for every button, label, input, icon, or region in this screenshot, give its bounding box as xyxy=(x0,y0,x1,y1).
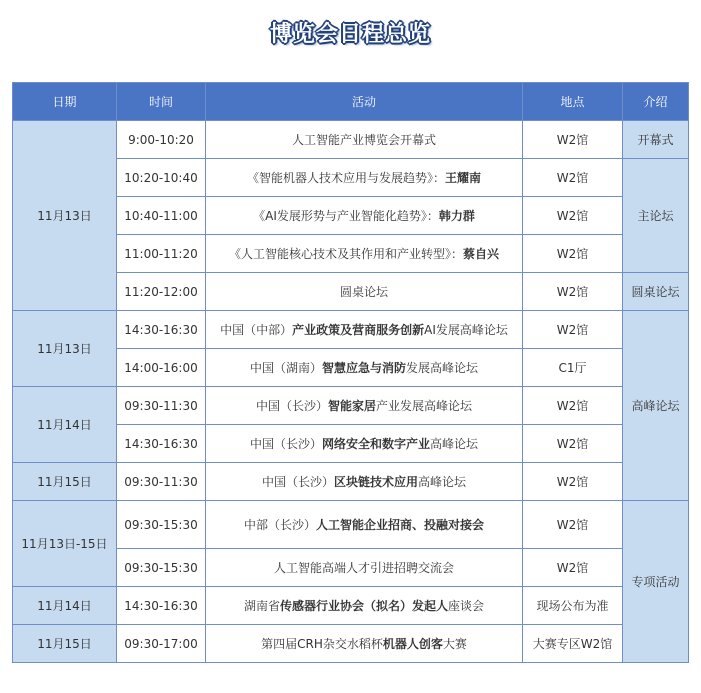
date-cell: 11月13日 xyxy=(13,121,117,311)
venue-cell: W2馆 xyxy=(523,235,623,273)
table-row xyxy=(13,501,689,549)
table-row xyxy=(13,311,689,349)
intro-cell: 圆桌论坛 xyxy=(623,273,689,311)
table-row xyxy=(13,625,689,663)
page-title: 博览会日程总览 xyxy=(269,22,431,47)
activity-suffix: 座谈会 xyxy=(448,599,485,613)
activity-suffix: 产业发展高峰论坛 xyxy=(376,399,473,413)
speaker-name: 王耀南 xyxy=(445,171,482,185)
date-cell: 11月14日 xyxy=(13,387,117,463)
activity-text: 人工智能产业博览会开幕式 xyxy=(291,133,436,147)
activity-cell xyxy=(206,349,523,387)
time-cell: 14:30-16:30 xyxy=(117,587,206,625)
date-cell: 11月13日 xyxy=(13,311,117,387)
schedule-table xyxy=(12,82,689,663)
activity-cell xyxy=(206,463,523,501)
activity-topic: 智慧应急与消防 xyxy=(321,361,406,375)
activity-prefix: 中国（长沙） xyxy=(261,475,334,489)
time-cell: 09:30-11:30 xyxy=(117,463,206,501)
header-activity: 活动 xyxy=(206,83,523,121)
venue-cell: W2馆 xyxy=(523,197,623,235)
activity-topic: 智能家居 xyxy=(327,399,376,413)
intro-cell: 开幕式 xyxy=(623,121,689,159)
time-cell: 14:00-16:00 xyxy=(117,349,206,387)
time-cell: 10:20-10:40 xyxy=(117,159,206,197)
activity-cell xyxy=(206,387,523,425)
venue-cell: W2馆 xyxy=(523,549,623,587)
venue-cell: C1厅 xyxy=(523,349,623,387)
venue-cell: W2馆 xyxy=(523,273,623,311)
activity-topic: 传感器行业协会（拟名）发起人 xyxy=(279,599,448,613)
time-cell: 14:30-16:30 xyxy=(117,425,206,463)
activity-suffix: 高峰论坛 xyxy=(430,437,479,451)
activity-prefix: 湖南省 xyxy=(243,599,280,613)
activity-text: 《智能机器人技术应用与发展趋势》： xyxy=(246,171,445,185)
venue-cell: W2馆 xyxy=(523,501,623,549)
time-cell: 09:30-15:30 xyxy=(117,501,206,549)
activity-cell xyxy=(206,625,523,663)
time-cell: 11:00-11:20 xyxy=(117,235,206,273)
activity-suffix: 发展高峰论坛 xyxy=(406,361,479,375)
activity-cell xyxy=(206,197,523,235)
venue-cell: W2馆 xyxy=(523,311,623,349)
speaker-name: 蔡自兴 xyxy=(463,247,500,261)
activity-prefix: 第四届CRH杂交水稻杯 xyxy=(261,637,383,651)
time-cell: 9:00-10:20 xyxy=(117,121,206,159)
time-cell: 09:30-17:00 xyxy=(117,625,206,663)
header-intro: 介绍 xyxy=(623,83,689,121)
intro-cell: 专项活动 xyxy=(623,501,689,663)
activity-text: 《人工智能核心技术及其作用和产业转型》： xyxy=(228,247,463,261)
venue-cell: W2馆 xyxy=(523,463,623,501)
activity-cell xyxy=(206,235,523,273)
activity-prefix: 中部（长沙） xyxy=(243,518,316,532)
activity-topic: 网络安全和数字产业 xyxy=(321,437,430,451)
table-row xyxy=(13,587,689,625)
intro-cell: 主论坛 xyxy=(623,159,689,273)
time-cell: 10:40-11:00 xyxy=(117,197,206,235)
activity-cell xyxy=(206,425,523,463)
activity-topic: 机器人创客 xyxy=(382,637,443,651)
activity-cell xyxy=(206,549,523,587)
time-cell: 11:20-12:00 xyxy=(117,273,206,311)
date-cell: 11月13日-15日 xyxy=(13,501,117,587)
activity-text: 人工智能高端人才引进招聘交流会 xyxy=(273,561,454,575)
table-row xyxy=(13,121,689,159)
speaker-name: 韩力群 xyxy=(438,209,475,223)
header-time: 时间 xyxy=(117,83,206,121)
table-row xyxy=(13,387,689,425)
activity-topic: 人工智能企业招商、投融对接会 xyxy=(316,518,485,532)
activity-suffix: 大赛 xyxy=(442,637,467,651)
table-row xyxy=(13,463,689,501)
activity-cell xyxy=(206,159,523,197)
activity-text: 圆桌论坛 xyxy=(339,285,388,299)
intro-cell: 高峰论坛 xyxy=(623,311,689,501)
venue-cell: 大赛专区W2馆 xyxy=(523,625,623,663)
activity-suffix: AI发展高峰论坛 xyxy=(424,323,508,337)
date-cell: 11月15日 xyxy=(13,463,117,501)
time-cell: 14:30-16:30 xyxy=(117,311,206,349)
activity-suffix: 高峰论坛 xyxy=(418,475,467,489)
activity-prefix: 中国（中部） xyxy=(220,323,293,337)
venue-cell: 现场公布为准 xyxy=(523,587,623,625)
header-venue: 地点 xyxy=(523,83,623,121)
table-header-row xyxy=(13,83,689,121)
activity-cell xyxy=(206,501,523,549)
venue-cell: W2馆 xyxy=(523,387,623,425)
venue-cell: W2馆 xyxy=(523,121,623,159)
activity-prefix: 中国（长沙） xyxy=(255,399,328,413)
activity-prefix: 中国（长沙） xyxy=(249,437,322,451)
activity-topic: 产业政策及营商服务创新 xyxy=(292,323,425,337)
activity-cell xyxy=(206,273,523,311)
activity-cell xyxy=(206,121,523,159)
date-cell: 11月14日 xyxy=(13,587,117,625)
activity-prefix: 中国（湖南） xyxy=(249,361,322,375)
date-cell: 11月15日 xyxy=(13,625,117,663)
activity-text: 《AI发展形势与产业智能化趋势》： xyxy=(253,209,439,223)
time-cell: 09:30-11:30 xyxy=(117,387,206,425)
activity-cell xyxy=(206,587,523,625)
activity-topic: 区块链技术应用 xyxy=(333,475,418,489)
header-date: 日期 xyxy=(13,83,117,121)
activity-cell xyxy=(206,311,523,349)
time-cell: 09:30-15:30 xyxy=(117,549,206,587)
venue-cell: W2馆 xyxy=(523,425,623,463)
venue-cell: W2馆 xyxy=(523,159,623,197)
